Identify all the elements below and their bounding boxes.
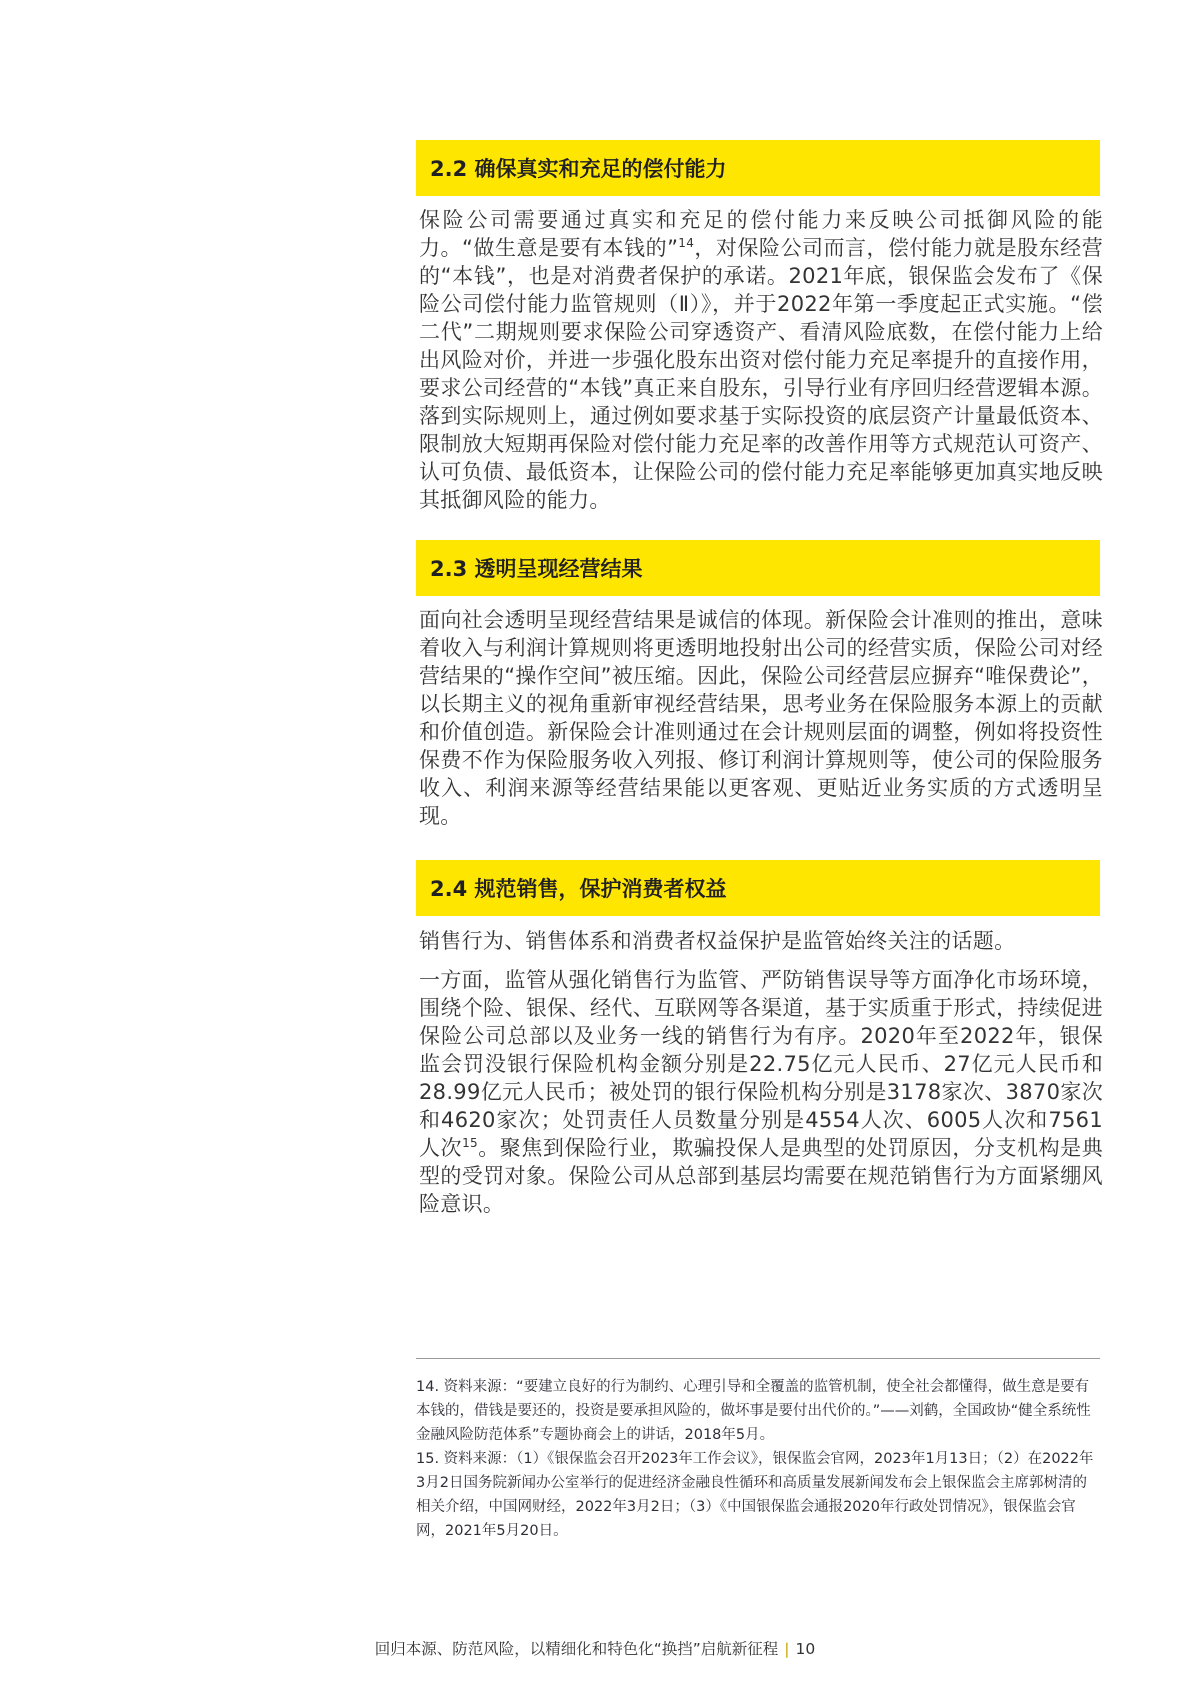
page-footer	[0, 1637, 1190, 1659]
section-heading-text: 2.4 规范销售，保护消费者权益	[430, 877, 727, 901]
footnote-15: 15. 资料来源：（1）《银保监会召开2023年工作会议》，银保监会官网，2023年1月13日；（2）在2022年3月2日国务院新闻办公室举行的促进经济金融良性循环和高质量发展新闻发布会上银保监会主席郭树清的相关介绍，中国网财经，2022年3月2日；（3）《中国银保监会通报2020年行政处罚情况》，银保监会官网，2021年5月20日。	[416, 1451, 1094, 1539]
footer-title: 回归本源、防范风险，以精细化和特色化“换挡”启航新征程	[374, 1640, 779, 1658]
section-heading-text: 2.3 透明呈现经营结果	[430, 557, 643, 581]
paragraph-transparency: 面向社会透明呈现经营结果是诚信的体现。新保险会计准则的推出，意味着收入与利润计算规则将更透明地投射出公司的经营实质，保险公司对经营结果的“操作空间”被压缩。因此，保险公司经营层应摒弃“唯保费论”，以长期主义的视角重新审视经营结果，思考业务在保险服务本源上的贡献和价值创造。新保险会计准则通过在会计规则层面的调整，例如将投资性保费不作为保险服务收入列报、修订利润计算规则等，使公司的保险服务收入、利润来源等经营结果能以更客观、更贴近业务实质的方式透明呈现。	[419, 608, 1103, 828]
footnote-ref-14[interactable]: 14	[678, 236, 695, 250]
paragraph-sales-regulation: 一方面，监管从强化销售行为监管、严防销售误导等方面净化市场环境，围绕个险、银保、经代、互联网等各渠道，基于实质重于形式，持续促进保险公司总部以及业务一线的销售行为有序。2020年至2022年，银保监会罚没银行保险机构金额分别是22.75亿元人民币、27亿元人民币和28.99亿元人民币；被处罚的银行保险机构分别是3178家次、3870家次和4620家次；处罚责任人员数量分别是4554人次、6005人次和7561人次$^{15}$。聚焦到保险行业，欺骗投保人是典型的处罚原因，分支机构是典型的受罚对象。保险公司从总部到基层均需要在规范销售行为方面紧绷风险意识。	[419, 968, 1103, 1216]
footer-separator: |	[784, 1640, 790, 1658]
paragraph-sales-intro: 销售行为、销售体系和消费者权益保护是监管始终关注的话题。	[419, 929, 1016, 953]
section-heading-2-3	[416, 540, 1100, 596]
footnote-ref-15[interactable]: 15	[462, 1136, 478, 1150]
paragraph-solvency: 保险公司需要通过真实和充足的偿付能力来反映公司抵御风险的能力。“做生意是要有本钱的”$^{14}$，对保险公司而言，偿付能力就是股东经营的“本钱”，也是对消费者保护的承诺。2021年底，银保监会发布了《保险公司偿付能力监管规则（Ⅱ）》，并于2022年第一季度起正式实施。“偿二代”二期规则要求保险公司穿透资产、看清风险底数，在偿付能力上给出风险对价，并进一步强化股东出资对偿付能力充足率提升的直接作用，要求公司经营的“本钱”真正来自股东，引导行业有序回归经营逻辑本源。落到实际规则上，通过例如要求基于实际投资的底层资产计量最低资本、限制放大短期再保险对偿付能力充足率的改善作用等方式规范认可资产、认可负债、最低资本，让保险公司的偿付能力充足率能够更加真实地反映其抵御风险的能力。	[419, 208, 1103, 512]
section-heading-2-4	[416, 860, 1100, 916]
section-heading-2-2	[416, 140, 1100, 196]
footnote-divider	[416, 1358, 1100, 1359]
page-number: 10	[795, 1640, 816, 1658]
footnote-14: 14. 资料来源：“要建立良好的行为制约、心理引导和全覆盖的监管机制，使全社会都懂得，做生意是要有本钱的，借钱是要还的，投资是要承担风险的，做坏事是要付出代价的。”——刘鹤，全国政协“健全系统性金融风险防范体系”专题协商会上的讲话，2018年5月。	[416, 1379, 1091, 1443]
section-heading-text: 2.2 确保真实和充足的偿付能力	[430, 157, 727, 181]
footnotes	[416, 1375, 1100, 1543]
